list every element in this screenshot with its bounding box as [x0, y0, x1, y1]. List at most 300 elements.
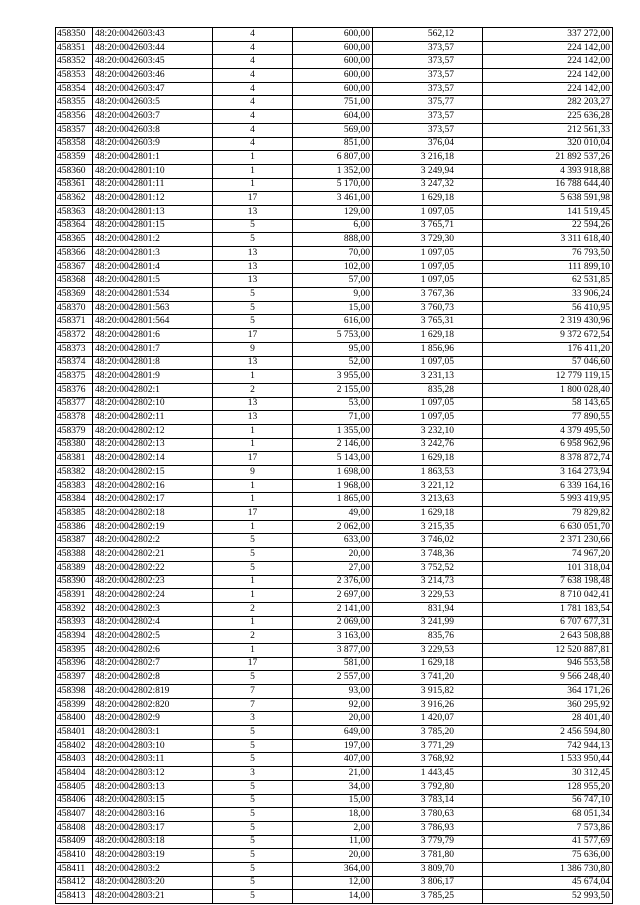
unit-value-cell: 3 214,73	[373, 575, 483, 589]
cadastral-number-cell: 48:20:0042803:2	[93, 862, 213, 876]
cadastral-number-cell: 48:20:0042802:21	[93, 548, 213, 562]
unit-value-cell: 835,28	[373, 383, 483, 397]
zone-cell: 5	[213, 739, 293, 753]
unit-value-cell: 1 629,18	[373, 192, 483, 206]
unit-value-cell: 3 746,02	[373, 534, 483, 548]
cadastral-number-cell: 48:20:0042803:16	[93, 808, 213, 822]
zone-cell: 1	[213, 589, 293, 603]
area-cell: 851,00	[293, 137, 373, 151]
zone-cell: 5	[213, 315, 293, 329]
unit-value-cell: 3 915,82	[373, 685, 483, 699]
cadastral-value-cell: 3 164 273,94	[483, 466, 613, 480]
cadastral-value-cell: 742 944,13	[483, 739, 613, 753]
unit-value-cell: 375,77	[373, 96, 483, 110]
row-number-cell: 458362	[56, 192, 93, 206]
area-cell: 600,00	[293, 41, 373, 55]
cadastral-value-cell: 1 781 183,54	[483, 602, 613, 616]
cadastral-number-cell: 48:20:0042801:1	[93, 151, 213, 165]
row-number-cell: 458399	[56, 698, 93, 712]
cadastral-number-cell: 48:20:0042803:17	[93, 821, 213, 835]
cadastral-value-cell: 224 142,00	[483, 41, 613, 55]
zone-cell: 4	[213, 123, 293, 137]
zone-cell: 13	[213, 356, 293, 370]
cadastral-number-cell: 48:20:0042802:6	[93, 643, 213, 657]
cadastral-value-cell: 6 958 962,96	[483, 438, 613, 452]
unit-value-cell: 3 792,80	[373, 780, 483, 794]
unit-value-cell: 1 629,18	[373, 452, 483, 466]
unit-value-cell: 3 216,18	[373, 151, 483, 165]
cadastral-value-cell: 337 272,00	[483, 28, 613, 42]
zone-cell: 1	[213, 643, 293, 657]
row-number-cell: 458364	[56, 219, 93, 233]
unit-value-cell: 3 231,13	[373, 370, 483, 384]
table-row	[56, 685, 613, 699]
table-row	[56, 466, 613, 480]
table-row	[56, 274, 613, 288]
cadastral-value-cell: 8 710 042,41	[483, 589, 613, 603]
unit-value-cell: 3 729,30	[373, 233, 483, 247]
unit-value-cell: 1 856,96	[373, 342, 483, 356]
unit-value-cell: 3 785,20	[373, 726, 483, 740]
row-number-cell: 458410	[56, 849, 93, 863]
unit-value-cell: 562,12	[373, 28, 483, 42]
cadastral-number-cell: 48:20:0042801:534	[93, 288, 213, 302]
zone-cell: 1	[213, 178, 293, 192]
cadastral-value-cell: 21 892 537,26	[483, 151, 613, 165]
cadastral-number-cell: 48:20:0042802:1	[93, 383, 213, 397]
table-row	[56, 329, 613, 343]
cadastral-value-cell: 224 142,00	[483, 69, 613, 83]
cadastral-value-cell: 56 747,10	[483, 794, 613, 808]
table-row	[56, 575, 613, 589]
cadastral-value-cell: 364 171,26	[483, 685, 613, 699]
row-number-cell: 458355	[56, 96, 93, 110]
row-number-cell: 458403	[56, 753, 93, 767]
row-number-cell: 458400	[56, 712, 93, 726]
zone-cell: 17	[213, 507, 293, 521]
table-row	[56, 438, 613, 452]
cadastral-number-cell: 48:20:0042802:23	[93, 575, 213, 589]
row-number-cell: 458371	[56, 315, 93, 329]
table-row	[56, 589, 613, 603]
cadastral-value-cell: 52 993,50	[483, 890, 613, 904]
area-cell: 27,00	[293, 561, 373, 575]
cadastral-number-cell: 48:20:0042802:18	[93, 507, 213, 521]
row-number-cell: 458401	[56, 726, 93, 740]
unit-value-cell: 3 767,36	[373, 288, 483, 302]
unit-value-cell: 3 806,17	[373, 876, 483, 890]
table-row	[56, 301, 613, 315]
cadastral-number-cell: 48:20:0042801:563	[93, 301, 213, 315]
area-cell: 2 146,00	[293, 438, 373, 452]
cadastral-number-cell: 48:20:0042603:7	[93, 110, 213, 124]
cadastral-number-cell: 48:20:0042801:2	[93, 233, 213, 247]
zone-cell: 1	[213, 151, 293, 165]
row-number-cell: 458389	[56, 561, 93, 575]
table-row	[56, 479, 613, 493]
row-number-cell: 458354	[56, 82, 93, 96]
cadastral-number-cell: 48:20:0042803:20	[93, 876, 213, 890]
zone-cell: 5	[213, 849, 293, 863]
unit-value-cell: 373,57	[373, 82, 483, 96]
area-cell: 600,00	[293, 28, 373, 42]
table-row	[56, 698, 613, 712]
row-number-cell: 458412	[56, 876, 93, 890]
row-number-cell: 458365	[56, 233, 93, 247]
area-cell: 616,00	[293, 315, 373, 329]
table-row	[56, 55, 613, 69]
cadastral-value-cell: 6 630 051,70	[483, 520, 613, 534]
area-cell: 2 376,00	[293, 575, 373, 589]
table-row	[56, 657, 613, 671]
row-number-cell: 458392	[56, 602, 93, 616]
table-row	[56, 835, 613, 849]
cadastral-number-cell: 48:20:0042802:12	[93, 424, 213, 438]
row-number-cell: 458367	[56, 260, 93, 274]
unit-value-cell: 1 629,18	[373, 657, 483, 671]
row-number-cell: 458369	[56, 288, 93, 302]
unit-value-cell: 1 097,05	[373, 260, 483, 274]
area-cell: 5 170,00	[293, 178, 373, 192]
cadastral-value-cell: 6 707 677,31	[483, 616, 613, 630]
row-number-cell: 458385	[56, 507, 93, 521]
area-cell: 71,00	[293, 411, 373, 425]
cadastral-value-cell: 360 295,92	[483, 698, 613, 712]
zone-cell: 4	[213, 69, 293, 83]
unit-value-cell: 3 785,25	[373, 890, 483, 904]
unit-value-cell: 3 916,26	[373, 698, 483, 712]
table-row	[56, 534, 613, 548]
cadastral-number-cell: 48:20:0042802:10	[93, 397, 213, 411]
area-cell: 600,00	[293, 82, 373, 96]
area-cell: 5 753,00	[293, 329, 373, 343]
cadastral-value-cell: 4 393 918,88	[483, 164, 613, 178]
area-cell: 14,00	[293, 890, 373, 904]
table-row	[56, 616, 613, 630]
area-cell: 20,00	[293, 548, 373, 562]
cadastral-number-cell: 48:20:0042603:5	[93, 96, 213, 110]
table-row	[56, 753, 613, 767]
zone-cell: 1	[213, 493, 293, 507]
unit-value-cell: 373,57	[373, 123, 483, 137]
unit-value-cell: 3 241,99	[373, 616, 483, 630]
cadastral-value-cell: 176 411,20	[483, 342, 613, 356]
unit-value-cell: 3 213,63	[373, 493, 483, 507]
table-row	[56, 315, 613, 329]
cadastral-number-cell: 48:20:0042603:45	[93, 55, 213, 69]
cadastral-value-cell: 22 594,26	[483, 219, 613, 233]
cadastral-value-cell: 5 638 591,98	[483, 192, 613, 206]
unit-value-cell: 3 748,36	[373, 548, 483, 562]
area-cell: 2,00	[293, 821, 373, 835]
unit-value-cell: 1 443,45	[373, 767, 483, 781]
cadastral-number-cell: 48:20:0042802:19	[93, 520, 213, 534]
table-row	[56, 69, 613, 83]
cadastral-number-cell: 48:20:0042802:8	[93, 671, 213, 685]
cadastral-number-cell: 48:20:0042801:8	[93, 356, 213, 370]
area-cell: 57,00	[293, 274, 373, 288]
cadastral-value-cell: 58 143,65	[483, 397, 613, 411]
table-row	[56, 370, 613, 384]
area-cell: 129,00	[293, 205, 373, 219]
zone-cell: 9	[213, 466, 293, 480]
unit-value-cell: 3 215,35	[373, 520, 483, 534]
row-number-cell: 458373	[56, 342, 93, 356]
unit-value-cell: 1 629,18	[373, 329, 483, 343]
cadastral-number-cell: 48:20:0042803:11	[93, 753, 213, 767]
cadastral-number-cell: 48:20:0042802:17	[93, 493, 213, 507]
zone-cell: 13	[213, 274, 293, 288]
row-number-cell: 458404	[56, 767, 93, 781]
unit-value-cell: 3 765,71	[373, 219, 483, 233]
area-cell: 2 141,00	[293, 602, 373, 616]
area-cell: 1 865,00	[293, 493, 373, 507]
unit-value-cell: 3 768,92	[373, 753, 483, 767]
table-row	[56, 96, 613, 110]
table-row	[56, 247, 613, 261]
table-row	[56, 862, 613, 876]
area-cell: 15,00	[293, 301, 373, 315]
cadastral-number-cell: 48:20:0042802:3	[93, 602, 213, 616]
area-cell: 12,00	[293, 876, 373, 890]
cadastral-number-cell: 48:20:0042802:820	[93, 698, 213, 712]
unit-value-cell: 1 863,53	[373, 466, 483, 480]
zone-cell: 1	[213, 575, 293, 589]
table-row	[56, 849, 613, 863]
zone-cell: 13	[213, 260, 293, 274]
area-cell: 197,00	[293, 739, 373, 753]
table-row	[56, 671, 613, 685]
unit-value-cell: 1 097,05	[373, 205, 483, 219]
table-row	[56, 151, 613, 165]
area-cell: 34,00	[293, 780, 373, 794]
table-row	[56, 110, 613, 124]
row-number-cell: 458366	[56, 247, 93, 261]
table-row	[56, 397, 613, 411]
table-row	[56, 890, 613, 904]
zone-cell: 1	[213, 479, 293, 493]
cadastral-value-cell: 30 312,45	[483, 767, 613, 781]
unit-value-cell: 3 221,12	[373, 479, 483, 493]
cadastral-number-cell: 48:20:0042802:4	[93, 616, 213, 630]
cadastral-number-cell: 48:20:0042603:46	[93, 69, 213, 83]
table-row	[56, 739, 613, 753]
cadastral-value-cell: 320 010,04	[483, 137, 613, 151]
unit-value-cell: 3 779,79	[373, 835, 483, 849]
cadastral-value-cell: 12 779 119,15	[483, 370, 613, 384]
table-row	[56, 41, 613, 55]
area-cell: 18,00	[293, 808, 373, 822]
row-number-cell: 458408	[56, 821, 93, 835]
zone-cell: 5	[213, 726, 293, 740]
zone-cell: 2	[213, 602, 293, 616]
cadastral-number-cell: 48:20:0042802:16	[93, 479, 213, 493]
zone-cell: 3	[213, 712, 293, 726]
cadastral-number-cell: 48:20:0042802:15	[93, 466, 213, 480]
zone-cell: 5	[213, 780, 293, 794]
row-number-cell: 458411	[56, 862, 93, 876]
cadastral-number-cell: 48:20:0042801:5	[93, 274, 213, 288]
zone-cell: 17	[213, 192, 293, 206]
cadastral-value-cell: 3 311 618,40	[483, 233, 613, 247]
cadastral-number-cell: 48:20:0042802:13	[93, 438, 213, 452]
table-row	[56, 520, 613, 534]
area-cell: 633,00	[293, 534, 373, 548]
cadastral-number-cell: 48:20:0042802:9	[93, 712, 213, 726]
cadastral-number-cell: 48:20:0042802:5	[93, 630, 213, 644]
area-cell: 1 355,00	[293, 424, 373, 438]
area-cell: 95,00	[293, 342, 373, 356]
table-row	[56, 780, 613, 794]
unit-value-cell: 835,76	[373, 630, 483, 644]
table-row	[56, 602, 613, 616]
area-cell: 2 062,00	[293, 520, 373, 534]
cadastral-number-cell: 48:20:0042802:7	[93, 657, 213, 671]
unit-value-cell: 3 229,53	[373, 589, 483, 603]
cadastral-value-cell: 45 674,04	[483, 876, 613, 890]
cadastral-value-cell: 76 793,50	[483, 247, 613, 261]
cadastral-number-cell: 48:20:0042802:2	[93, 534, 213, 548]
unit-value-cell: 1 097,05	[373, 247, 483, 261]
row-number-cell: 458386	[56, 520, 93, 534]
cadastral-value-cell: 2 643 508,88	[483, 630, 613, 644]
zone-cell: 5	[213, 301, 293, 315]
zone-cell: 2	[213, 383, 293, 397]
table-row	[56, 794, 613, 808]
cadastral-value-cell: 33 906,24	[483, 288, 613, 302]
row-number-cell: 458409	[56, 835, 93, 849]
cadastral-value-cell: 12 520 887,81	[483, 643, 613, 657]
row-number-cell: 458405	[56, 780, 93, 794]
area-cell: 3 163,00	[293, 630, 373, 644]
area-cell: 751,00	[293, 96, 373, 110]
cadastral-value-cell: 56 410,95	[483, 301, 613, 315]
row-number-cell: 458397	[56, 671, 93, 685]
cadastral-value-cell: 8 378 872,74	[483, 452, 613, 466]
zone-cell: 5	[213, 876, 293, 890]
row-number-cell: 458360	[56, 164, 93, 178]
zone-cell: 4	[213, 41, 293, 55]
area-cell: 581,00	[293, 657, 373, 671]
zone-cell: 5	[213, 288, 293, 302]
cadastral-number-cell: 48:20:0042801:7	[93, 342, 213, 356]
zone-cell: 1	[213, 520, 293, 534]
cadastral-value-cell: 212 561,33	[483, 123, 613, 137]
zone-cell: 7	[213, 685, 293, 699]
area-cell: 102,00	[293, 260, 373, 274]
row-number-cell: 458393	[56, 616, 93, 630]
unit-value-cell: 376,04	[373, 137, 483, 151]
row-number-cell: 458387	[56, 534, 93, 548]
row-number-cell: 458380	[56, 438, 93, 452]
cadastral-value-cell: 2 371 230,66	[483, 534, 613, 548]
zone-cell: 5	[213, 561, 293, 575]
area-cell: 2 557,00	[293, 671, 373, 685]
zone-cell: 5	[213, 219, 293, 233]
row-number-cell: 458381	[56, 452, 93, 466]
table-row	[56, 630, 613, 644]
table-row	[56, 342, 613, 356]
table-row	[56, 821, 613, 835]
unit-value-cell: 3 232,10	[373, 424, 483, 438]
cadastral-value-cell: 7 573,86	[483, 821, 613, 835]
cadastral-number-cell: 48:20:0042801:4	[93, 260, 213, 274]
row-number-cell: 458350	[56, 28, 93, 42]
area-cell: 92,00	[293, 698, 373, 712]
cadastral-number-cell: 48:20:0042801:3	[93, 247, 213, 261]
cadastral-number-cell: 48:20:0042801:10	[93, 164, 213, 178]
cadastral-number-cell: 48:20:0042603:47	[93, 82, 213, 96]
unit-value-cell: 3 771,29	[373, 739, 483, 753]
area-cell: 53,00	[293, 397, 373, 411]
area-cell: 2 069,00	[293, 616, 373, 630]
area-cell: 52,00	[293, 356, 373, 370]
zone-cell: 5	[213, 794, 293, 808]
zone-cell: 1	[213, 164, 293, 178]
table-row	[56, 205, 613, 219]
cadastral-number-cell: 48:20:0042803:13	[93, 780, 213, 794]
area-cell: 15,00	[293, 794, 373, 808]
zone-cell: 5	[213, 534, 293, 548]
table-row	[56, 123, 613, 137]
row-number-cell: 458378	[56, 411, 93, 425]
unit-value-cell: 3 741,20	[373, 671, 483, 685]
cadastral-value-cell: 225 636,28	[483, 110, 613, 124]
area-cell: 6 807,00	[293, 151, 373, 165]
cadastral-number-cell: 48:20:0042603:44	[93, 41, 213, 55]
unit-value-cell: 3 780,63	[373, 808, 483, 822]
zone-cell: 9	[213, 342, 293, 356]
unit-value-cell: 3 242,76	[373, 438, 483, 452]
area-cell: 70,00	[293, 247, 373, 261]
row-number-cell: 458384	[56, 493, 93, 507]
area-cell: 20,00	[293, 712, 373, 726]
unit-value-cell: 1 097,05	[373, 356, 483, 370]
unit-value-cell: 1 097,05	[373, 411, 483, 425]
row-number-cell: 458352	[56, 55, 93, 69]
row-number-cell: 458398	[56, 685, 93, 699]
cadastral-number-cell: 48:20:0042801:11	[93, 178, 213, 192]
cadastral-value-cell: 28 401,40	[483, 712, 613, 726]
table-row	[56, 876, 613, 890]
zone-cell: 1	[213, 616, 293, 630]
table-row	[56, 726, 613, 740]
cadastral-value-cell: 224 142,00	[483, 55, 613, 69]
cadastral-value-cell: 77 890,55	[483, 411, 613, 425]
cadastral-number-cell: 48:20:0042801:15	[93, 219, 213, 233]
area-cell: 21,00	[293, 767, 373, 781]
cadastral-number-cell: 48:20:0042603:8	[93, 123, 213, 137]
area-cell: 364,00	[293, 862, 373, 876]
row-number-cell: 458377	[56, 397, 93, 411]
zone-cell: 1	[213, 438, 293, 452]
table-row	[56, 164, 613, 178]
cadastral-value-cell: 1 386 730,80	[483, 862, 613, 876]
cadastral-value-cell: 79 829,82	[483, 507, 613, 521]
cadastral-value-cell: 2 319 430,96	[483, 315, 613, 329]
unit-value-cell: 3 229,53	[373, 643, 483, 657]
table-row	[56, 288, 613, 302]
zone-cell: 13	[213, 205, 293, 219]
table-row	[56, 507, 613, 521]
table-row	[56, 260, 613, 274]
cadastral-number-cell: 48:20:0042603:9	[93, 137, 213, 151]
row-number-cell: 458395	[56, 643, 93, 657]
area-cell: 2 155,00	[293, 383, 373, 397]
zone-cell: 4	[213, 110, 293, 124]
area-cell: 3 877,00	[293, 643, 373, 657]
zone-cell: 4	[213, 82, 293, 96]
